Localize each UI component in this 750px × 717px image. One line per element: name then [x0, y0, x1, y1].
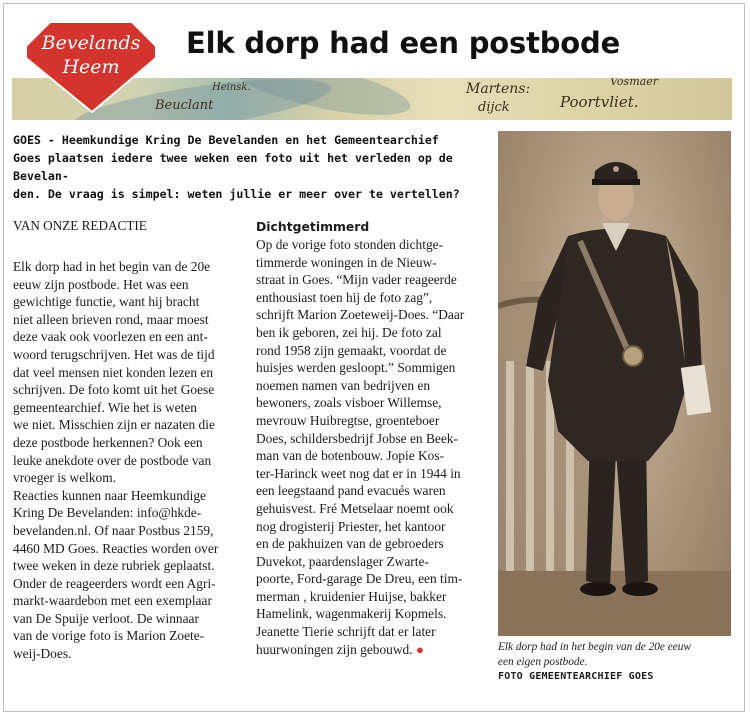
text-line: nog drogisterij Priester, het kantoor: [256, 518, 446, 534]
text-line: Kring De Bevelanden: info@hkde-: [13, 505, 202, 521]
text-line: man van de botenbouw. Jopie Kos-: [256, 448, 445, 464]
text-line: ter-Harinck weet nog dat er in 1944 in: [256, 465, 461, 481]
intro-line: GOES - Heemkundige Kring De Bevelanden en het Gemeentearchief: [13, 133, 439, 147]
photo-caption: [498, 640, 734, 684]
caption-line: Elk dorp had in het begin van de 20e eeuw: [498, 641, 691, 653]
text-line: niet alleen brieven rond, maar moest: [13, 311, 209, 327]
text-line: bewoners, zoals visboer Willemse,: [256, 395, 442, 411]
text-line: timmerde woningen in de Nieuw-: [256, 254, 437, 270]
text-line: van de vorige foto is Marion Zoete-: [13, 628, 205, 644]
text-line: enthousiast toen hij de foto zag”,: [256, 289, 433, 305]
text-line: straat in Goes. “Mijn vader reageerde: [256, 272, 457, 288]
text-line: huisjes werden gesloopt.” Sommigen: [256, 360, 456, 376]
map-label: Vosmaer: [610, 78, 658, 88]
postman-figure: [498, 131, 731, 636]
text-line: gemeentearchief. Wie het is weten: [13, 399, 197, 415]
text-line: gewichtige functie, want hij bracht: [13, 294, 200, 310]
text-line: leuke anekdote over de postbode van: [13, 452, 212, 468]
text-line: van De Spuije verloot. De winnaar: [13, 610, 199, 626]
intro-line: Goes plaatsen iedere twee weken een foto uit het verleden op de Bevelan-: [13, 151, 453, 183]
text-line: 4460 MD Goes. Reacties worden over: [13, 540, 219, 556]
text-line: Reacties kunnen naar Heemkundige: [13, 487, 206, 503]
text-line: woord terugschrijven. Het was de tijd: [13, 346, 215, 362]
text-line: eeuw zijn postbode. Het was een: [13, 276, 189, 292]
text-line: een leegstaand pand evacués waren: [256, 483, 446, 499]
page-title: Elk dorp had een postbode: [186, 26, 621, 60]
intro-line: den. De vraag is simpel: weten jullie er meer over te vertellen?: [13, 187, 460, 201]
text-line: Onder de reageerders wordt een Agri-: [13, 575, 216, 591]
right-column: [256, 218, 496, 658]
text-line: Elk dorp had in het begin van de 20e: [13, 259, 211, 274]
caption-line: een eigen postbode.: [498, 655, 588, 668]
map-label: Heinsk.: [212, 82, 251, 93]
text-line: [256, 641, 496, 659]
text-line: weij-Does.: [13, 646, 72, 662]
text-line: vroeger is welkom.: [13, 470, 117, 486]
intro-paragraph: [13, 131, 491, 203]
photo-credit: FOTO GEMEENTEARCHIEF GOES: [498, 670, 654, 682]
end-mark-icon: ●: [415, 641, 424, 657]
text-line: poorte, Ford-garage De Dreu, een tim-: [256, 571, 463, 587]
subhead: Dichtgetimmerd: [256, 219, 370, 234]
text-line: deze vaak ook voorlezen en een ant-: [13, 329, 208, 345]
byline: VAN ONZE REDACTIE: [13, 218, 147, 233]
text-line: en de pakhuizen van de gebroeders: [256, 536, 444, 552]
text-line: Jeanette Tierie schrijft dat er later: [256, 624, 436, 640]
text-line: gehuisvest. Fré Metselaar noemt ook: [256, 500, 454, 516]
text-line: rond 1958 zijn gemaakt, voordat de: [256, 342, 447, 358]
text-line: twee weken in deze rubriek geplaatst.: [13, 558, 215, 574]
map-label: Poortvliet.: [560, 93, 639, 111]
map-label: Martens:: [466, 81, 531, 97]
text-line: dat veel mensen niet konden lezen en: [13, 364, 214, 380]
text-line: bevelanden.nl. Of naar Postbus 2159,: [13, 522, 214, 538]
text-line: Op de vorige foto stonden dichtge-: [256, 237, 444, 252]
text-line: markt-waardebon met een exemplaar: [13, 593, 212, 609]
text-line: merman , kruidenier Huijse, bakker: [256, 588, 447, 604]
text-line: deze postbode herkennen? Ook een: [13, 434, 203, 450]
text-line: mevrouw Huibregtse, groenteboer: [256, 412, 440, 428]
logo-line1: Bevelands: [41, 32, 141, 54]
text-line: Hamelink, wagenmakerij Kopmels.: [256, 606, 447, 622]
left-column: [13, 258, 253, 663]
map-label: Beuclant: [155, 98, 214, 113]
text-line: noemen namen van bedrijven en: [256, 377, 431, 393]
postman-photo: [498, 131, 731, 636]
last-line-text: huurwoningen zijn gebouwd.: [256, 641, 413, 657]
text-line: Does, schildersbedrijf Jobse en Beek-: [256, 430, 458, 446]
text-line: Duvekot, paardenslager Zwarte-: [256, 553, 429, 569]
map-label: dijck: [478, 100, 510, 115]
text-line: ben ik geboren, zei hij. De foto zal: [256, 324, 442, 340]
logo-line2: Heem: [62, 56, 120, 78]
text-line: schrijft Marion Zoeteweij-Does. “Daar: [256, 307, 465, 323]
text-line: we niet. Misschien zijn er nazaten die: [13, 417, 215, 433]
text-line: schrijven. De foto komt uit het Goese: [13, 382, 215, 398]
